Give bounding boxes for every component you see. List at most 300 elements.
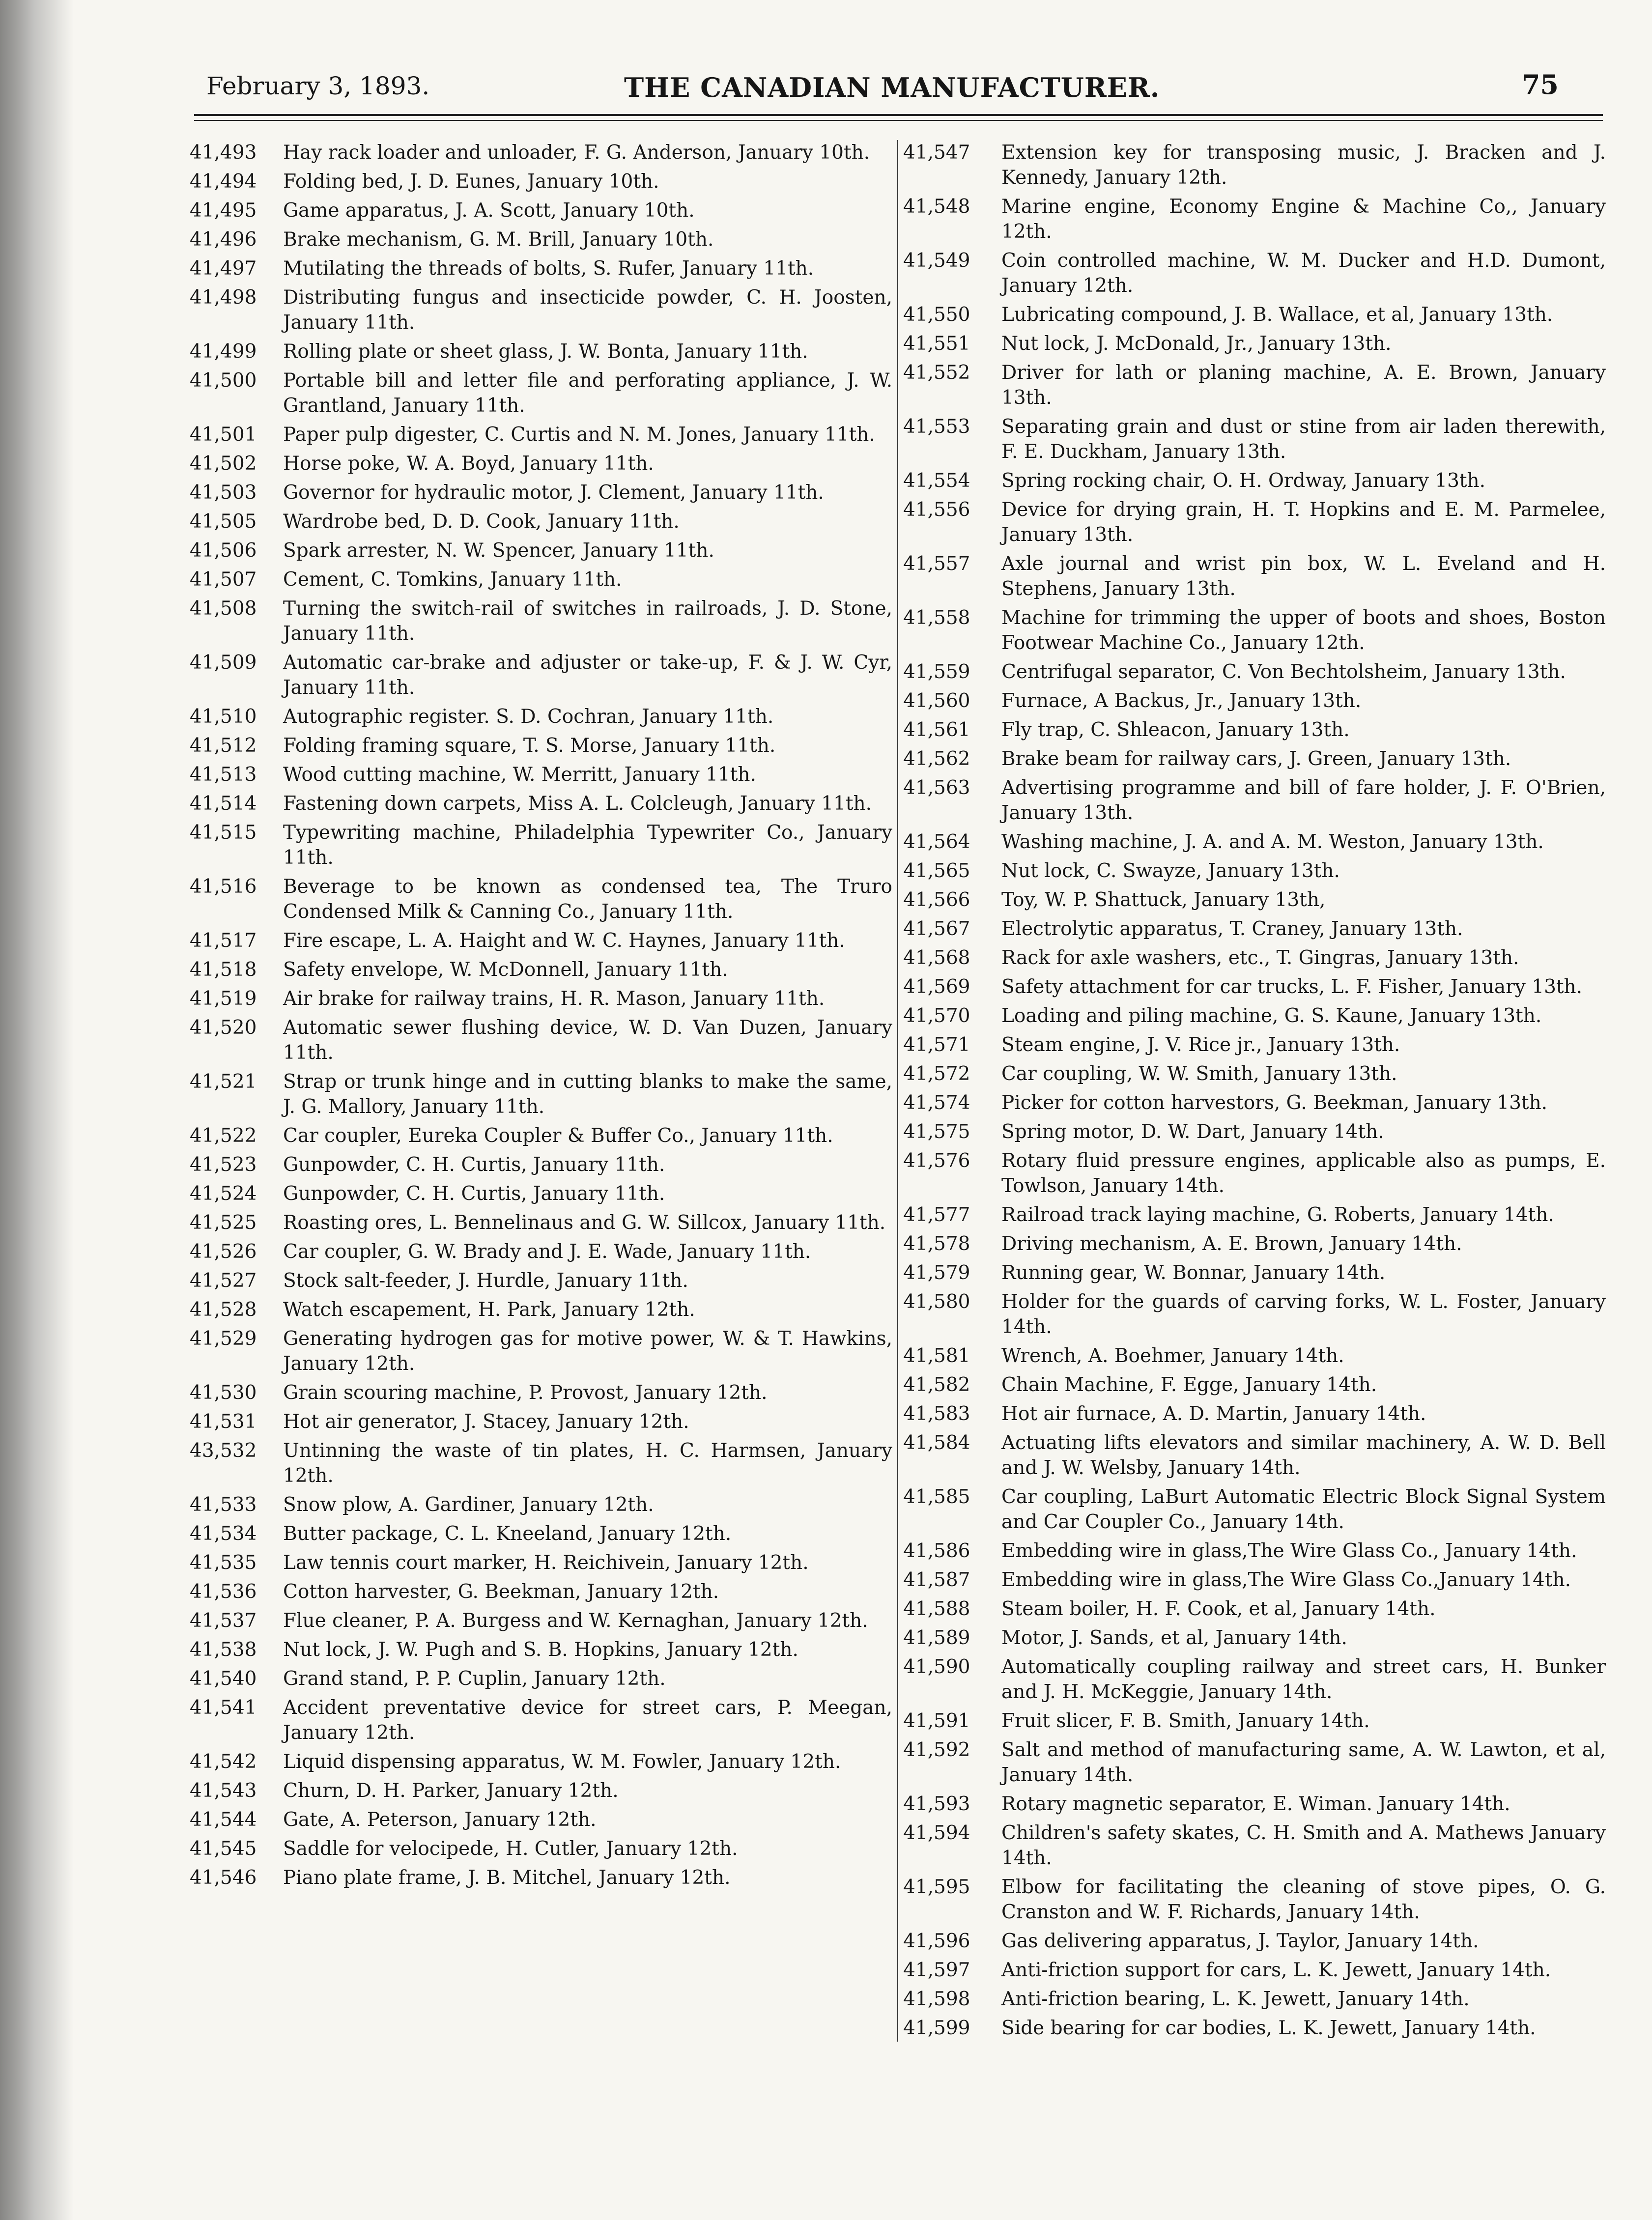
patent-entry [903,1119,1611,1144]
patent-number: 41,506 [190,540,257,562]
patent-number: 41,544 [190,1809,257,1831]
patent-number: 41,574 [903,1092,970,1114]
patent-entry [903,1538,1611,1564]
patent-number: 41,588 [903,1598,970,1620]
patent-description: Wrench, A. Boehmer, January 14th. [1001,1345,1344,1367]
patent-number: 41,498 [190,286,257,309]
patent-description: Hot air generator, J. Stacey, January 12th. [283,1411,689,1433]
page-header [192,58,1593,107]
page-number: 75 [1521,69,1559,100]
patent-description: Car coupling, LaBurt Automatic Electric Block Signal System and Car Coupler Co., January 14th. [1001,1486,1606,1533]
patent-entry [903,659,1611,684]
patent-description: Loading and piling machine, G. S. Kaune, January 13th. [1001,1005,1542,1027]
patent-number: 41,585 [903,1486,970,1508]
patent-description: Wood cutting machine, W. Merritt, January 11th. [283,764,756,786]
patent-entry [903,302,1611,327]
patent-entry [190,874,897,924]
patent-number: 41,597 [903,1959,970,1981]
patent-description: Wardrobe bed, D. D. Cook, January 11th. [283,511,680,533]
patent-entry [190,1015,897,1065]
patent-number: 41,577 [903,1204,970,1226]
patent-description: Typewriting machine, Philadelphia Typewriter Co., January 11th. [283,822,892,869]
patent-entry [190,1210,897,1235]
patent-entry [190,791,897,816]
patent-description: Air brake for railway trains, H. R. Mason, January 11th. [283,988,825,1010]
patent-number: 41,525 [190,1212,257,1234]
patent-number: 41,593 [903,1793,970,1815]
patent-description: Coin controlled machine, W. M. Ducker and H.D. Dumont, January 12th. [1001,250,1606,297]
patent-entry [903,1289,1611,1339]
patent-number: 41,536 [190,1581,257,1603]
patent-entry [903,1654,1611,1705]
patent-description: Nut lock, J. W. Pugh and S. B. Hopkins, January 12th. [283,1639,798,1661]
patent-number: 41,500 [190,370,257,392]
patent-entry [190,1807,897,1832]
patent-entry [190,957,897,982]
patent-description: Rack for axle washers, etc., T. Gingras, January 13th. [1001,947,1519,969]
patent-number: 41,586 [903,1540,970,1562]
patent-description: Extension key for transposing music, J. Bracken and J. Kennedy, January 12th. [1001,142,1606,189]
patent-number: 41,523 [190,1154,257,1176]
patent-description: Car coupler, Eureka Coupler & Buffer Co., January 11th. [283,1125,833,1147]
patent-description: Toy, W. P. Shattuck, January 13th, [1001,889,1326,911]
patent-number: 41,530 [190,1382,257,1404]
patent-entry [903,829,1611,854]
patent-entry [903,1875,1611,1925]
patent-description: Game apparatus, J. A. Scott, January 10th. [283,199,695,222]
patent-number: 41,591 [903,1710,970,1732]
patent-number: 41,578 [903,1233,970,1255]
patent-entry [190,596,897,646]
patent-entry [903,360,1611,410]
patent-number: 41,528 [190,1299,257,1321]
patent-description: Portable bill and letter file and perforating appliance, J. W. Grantland, January 11th. [283,370,892,417]
patent-description: Device for drying grain, H. T. Hopkins and E. M. Parmelee, January 13th. [1001,499,1606,546]
patent-entry [903,1625,1611,1651]
patent-number: 41,524 [190,1183,257,1205]
patent-description: Gunpowder, C. H. Curtis, January 11th. [283,1183,665,1205]
patent-number: 41,558 [903,607,970,629]
patent-description: Grand stand, P. P. Cuplin, January 12th. [283,1668,666,1690]
patent-number: 41,567 [903,918,970,940]
patent-number: 41,596 [903,1930,970,1952]
patent-entry [190,285,897,335]
patent-entry [903,945,1611,970]
patent-number: 41,513 [190,764,257,786]
patent-number: 41,568 [903,947,970,969]
patent-number: 41,493 [190,142,257,164]
patent-entry [190,1550,897,1575]
patent-number: 41,557 [903,553,970,575]
patent-entry [190,509,897,534]
patent-description: Anti-friction support for cars, L. K. Jewett, January 14th. [1001,1959,1551,1981]
patent-description: Holder for the guards of carving forks, W. L. Foster, January 14th. [1001,1291,1606,1338]
patent-description: Lubricating compound, J. B. Wallace, et al, January 13th. [1001,304,1553,326]
patent-entry [903,1430,1611,1480]
patent-description: Gate, A. Peterson, January 12th. [283,1809,597,1831]
patent-description: Embedding wire in glass,The Wire Glass Co.,January 14th. [1001,1569,1571,1591]
patent-entry [190,368,897,418]
patent-entry [190,1268,897,1293]
patent-entry [190,1239,897,1264]
patent-entry [903,775,1611,825]
patent-entry [190,1438,897,1488]
patent-description: Car coupling, W. W. Smith, January 13th. [1001,1063,1397,1085]
patent-description: Spring motor, D. W. Dart, January 14th. [1001,1121,1384,1143]
patent-entry [903,1343,1611,1368]
patent-entry [190,1865,897,1890]
patent-entry [190,733,897,758]
patent-list-left-column [190,140,897,1894]
patent-number: 41,572 [903,1063,970,1085]
patent-description: Nut lock, C. Swayze, January 13th. [1001,860,1340,882]
patent-description: Electrolytic apparatus, T. Craney, January 13th. [1001,918,1463,940]
patent-entry [190,1492,897,1517]
patent-number: 41,589 [903,1627,970,1649]
patent-entry [903,1372,1611,1397]
patent-entry [190,650,897,700]
patent-description: Generating hydrogen gas for motive power, W. & T. Hawkins, January 12th. [283,1328,892,1375]
patent-number: 41,569 [903,976,970,998]
patent-number: 41,496 [190,228,257,251]
patent-number: 41,590 [903,1656,970,1678]
patent-number: 41,508 [190,598,257,620]
patent-number: 41,575 [903,1121,970,1143]
patent-description: Saddle for velocipede, H. Cutler, January 12th. [283,1838,738,1860]
patent-number: 41,514 [190,793,257,815]
patent-number: 41,535 [190,1552,257,1574]
patent-entry [903,1737,1611,1788]
patent-description: Motor, J. Sands, et al, January 14th. [1001,1627,1347,1649]
patent-number: 41,520 [190,1017,257,1039]
patent-number: 41,556 [903,499,970,521]
patent-number: 41,502 [190,453,257,475]
patent-description: Gas delivering apparatus, J. Taylor, January 14th. [1001,1930,1479,1952]
patent-entry [190,1836,897,1861]
patent-description: Law tennis court marker, H. Reichivein, January 12th. [283,1552,809,1574]
patent-description: Marine engine, Economy Engine & Machine Co,, January 12th. [1001,196,1606,243]
patent-number: 41,534 [190,1523,257,1545]
issue-date: February 3, 1893. [206,72,430,100]
patent-description: Driving mechanism, A. E. Brown, January 14th. [1001,1233,1462,1255]
patent-description: Running gear, W. Bonnar, January 14th. [1001,1262,1386,1284]
patent-description: Children's safety skates, C. H. Smith and A. Mathews January 14th. [1001,1822,1606,1869]
patent-entry [903,1401,1611,1426]
patent-entry [190,1666,897,1691]
patent-number: 41,529 [190,1328,257,1350]
patent-description: Rotary magnetic separator, E. Wiman. January 14th. [1001,1793,1510,1815]
patent-entry [190,227,897,252]
patent-description: Automatic sewer flushing device, W. D. Van Duzen, January 11th. [283,1017,892,1064]
patent-description: Steam engine, J. V. Rice jr., January 13th. [1001,1034,1400,1056]
patent-number: 41,581 [903,1345,970,1367]
patent-description: Watch escapement, H. Park, January 12th. [283,1299,695,1321]
patent-number: 41,546 [190,1867,257,1889]
patent-entry [190,1749,897,1774]
patent-entry [903,1567,1611,1593]
patent-description: Flue cleaner, P. A. Burgess and W. Kernaghan, January 12th. [283,1610,868,1632]
patent-number: 41,583 [903,1403,970,1425]
patent-number: 41,507 [190,569,257,591]
patent-number: 41,516 [190,876,257,898]
patent-description: Steam boiler, H. F. Cook, et al, January 14th. [1001,1598,1436,1620]
patent-list-right-column [903,140,1611,2045]
patent-entry [190,1297,897,1322]
patent-description: Automatic car-brake and adjuster or take-up, F. & J. W. Cyr, January 11th. [283,652,892,699]
patent-number: 41,538 [190,1639,257,1661]
patent-description: Brake mechanism, G. M. Brill, January 10th. [283,228,714,251]
patent-description: Folding bed, J. D. Eunes, January 10th. [283,171,659,193]
patent-entry [903,1148,1611,1198]
patent-entry [190,140,897,165]
patent-number: 41,594 [903,1822,970,1844]
patent-number: 41,582 [903,1374,970,1396]
patent-description: Axle journal and wrist pin box, W. L. Eveland and H. Stephens, January 13th. [1001,553,1606,600]
patent-description: Safety attachment for car trucks, L. F. Fisher, January 13th. [1001,976,1583,998]
patent-description: Furnace, A Backus, Jr., January 13th. [1001,690,1362,712]
patent-description: Untinning the waste of tin plates, H. C. Harmsen, January 12th. [283,1440,892,1487]
patent-entry [903,194,1611,244]
patent-number: 41,519 [190,988,257,1010]
patent-entry [903,605,1611,655]
patent-number: 41,549 [903,250,970,272]
patent-number: 41,598 [903,1988,970,2010]
patent-description: Liquid dispensing apparatus, W. M. Fowler, January 12th. [283,1751,841,1773]
patent-description: Distributing fungus and insecticide powder, C. H. Joosten, January 11th. [283,286,892,334]
patent-entry [903,717,1611,742]
patent-entry [903,1708,1611,1734]
patent-number: 41,527 [190,1270,257,1292]
patent-number: 41,499 [190,341,257,363]
patent-number: 41,497 [190,257,257,280]
patent-description: Cement, C. Tomkins, January 11th. [283,569,622,591]
patent-description: Anti-friction bearing, L. K. Jewett, January 14th. [1001,1988,1470,2010]
patent-number: 41,537 [190,1610,257,1632]
patent-description: Governor for hydraulic motor, J. Clement, January 11th. [283,482,824,504]
patent-entry [903,974,1611,999]
patent-entry [903,1032,1611,1057]
patent-number: 41,599 [903,2017,970,2039]
patent-description: Cotton harvester, G. Beekman, January 12th. [283,1581,719,1603]
patent-entry [903,1003,1611,1028]
patent-entry [903,248,1611,298]
patent-description: Churn, D. H. Parker, January 12th. [283,1780,619,1802]
patent-number: 41,505 [190,511,257,533]
patent-description: Hay rack loader and unloader, F. G. Anderson, January 10th. [283,142,870,164]
patent-entry [903,1202,1611,1227]
patent-entry [903,688,1611,713]
patent-entry [190,820,897,870]
patent-entry [190,1608,897,1633]
patent-entry [190,986,897,1011]
patent-number: 41,571 [903,1034,970,1056]
patent-description: Washing machine, J. A. and A. M. Weston, January 13th. [1001,831,1544,853]
patent-entry [903,1260,1611,1285]
patent-description: Autographic register. S. D. Cochran, January 11th. [283,706,774,728]
patent-description: Grain scouring machine, P. Provost, January 12th. [283,1382,768,1404]
patent-number: 41,501 [190,424,257,446]
patent-number: 41,592 [903,1739,970,1761]
patent-entry [903,916,1611,941]
patent-entry [903,414,1611,464]
patent-description: Butter package, C. L. Kneeland, January 12th. [283,1523,732,1545]
patent-number: 41,517 [190,930,257,952]
patent-number: 41,576 [903,1150,970,1172]
patent-description: Paper pulp digester, C. Curtis and N. M. Jones, January 11th. [283,424,875,446]
patent-number: 41,587 [903,1569,970,1591]
patent-entry [903,468,1611,493]
patent-number: 41,550 [903,304,970,326]
patent-entry [903,746,1611,771]
patent-entry [190,1521,897,1546]
patent-number: 41,559 [903,661,970,683]
patent-entry [903,1792,1611,1817]
header-rule-thin [194,120,1603,121]
patent-number: 41,551 [903,333,970,355]
patent-entry [903,858,1611,883]
patent-description: Advertising programme and bill of fare holder, J. F. O'Brien, January 13th. [1001,777,1606,824]
patent-entry [903,1821,1611,1871]
patent-description: Snow plow, A. Gardiner, January 12th. [283,1494,654,1516]
patent-description: Gunpowder, C. H. Curtis, January 11th. [283,1154,665,1176]
patent-description: Separating grain and dust or stine from air laden therewith, F. E. Duckham, January 13th. [1001,416,1606,463]
patent-entry [903,1090,1611,1115]
patent-entry [190,1326,897,1376]
patent-number: 41,540 [190,1668,257,1690]
header-rule-thick [194,114,1603,116]
patent-number: 41,531 [190,1411,257,1433]
patent-entry [903,140,1611,190]
patent-description: Piano plate frame, J. B. Mitchel, January 12th. [283,1867,731,1889]
patent-entry [190,1069,897,1119]
patent-entry [190,762,897,787]
patent-number: 41,547 [903,142,970,164]
patent-description: Fastening down carpets, Miss A. L. Colcleugh, January 11th. [283,793,872,815]
patent-number: 41,526 [190,1241,257,1263]
patent-number: 41,584 [903,1432,970,1454]
patent-number: 41,541 [190,1697,257,1719]
patent-description: Safety envelope, W. McDonnell, January 11th. [283,959,728,981]
patent-entry [903,1596,1611,1622]
patent-number: 41,495 [190,199,257,222]
patent-description: Spark arrester, N. W. Spencer, January 11th. [283,540,714,562]
patent-entry [903,1929,1611,1954]
patent-number: 41,563 [903,777,970,799]
patent-entry [903,1987,1611,2012]
patent-description: Brake beam for railway cars, J. Green, January 13th. [1001,748,1511,770]
patent-number: 41,570 [903,1005,970,1027]
patent-number: 41,515 [190,822,257,844]
patent-description: Stock salt-feeder, J. Hurdle, January 11th. [283,1270,688,1292]
patent-number: 41,564 [903,831,970,853]
patent-entry [190,928,897,953]
patent-entry [903,1061,1611,1086]
patent-number: 41,509 [190,652,257,674]
patent-entry [190,704,897,729]
patent-entry [903,551,1611,601]
patent-description: Railroad track laying machine, G. Roberts, January 14th. [1001,1204,1554,1226]
patent-entry [190,538,897,563]
patent-description: Nut lock, J. McDonald, Jr., January 13th. [1001,333,1392,355]
patent-entry [903,1231,1611,1256]
patent-number: 41,548 [903,196,970,218]
patent-description: Folding framing square, T. S. Morse, January 11th. [283,735,776,757]
patent-description: Automatically coupling railway and street cars, H. Bunker and J. H. McKeggie, January 14th. [1001,1656,1606,1703]
patent-number: 41,580 [903,1291,970,1313]
patent-entry [190,169,897,194]
patent-number: 41,553 [903,416,970,438]
patent-number: 41,512 [190,735,257,757]
patent-number: 41,510 [190,706,257,728]
patent-number: 41,545 [190,1838,257,1860]
patent-entry [190,198,897,223]
patent-number: 41,561 [903,719,970,741]
patent-entry [190,256,897,281]
patent-entry [190,1778,897,1803]
patent-entry [190,1181,897,1206]
patent-entry [903,497,1611,547]
patent-entry [903,331,1611,356]
patent-number: 41,595 [903,1876,970,1898]
patent-description: Accident preventative device for street cars, P. Meegan, January 12th. [283,1697,892,1744]
patent-number: 41,522 [190,1125,257,1147]
patent-entry [190,480,897,505]
patent-description: Centrifugal separator, C. Von Bechtolsheim, January 13th. [1001,661,1566,683]
patent-description: Mutilating the threads of bolts, S. Rufer, January 11th. [283,257,814,280]
patent-number: 41,552 [903,362,970,384]
publication-title: THE CANADIAN MANUFACTURER. [624,72,1160,103]
patent-number: 43,532 [190,1440,257,1462]
patent-description: Elbow for facilitating the cleaning of stove pipes, O. G. Cranston and W. F. Richards, January 14th. [1001,1876,1606,1923]
patent-entry [903,1958,1611,1983]
patent-description: Beverage to be known as condensed tea, The Truro Condensed Milk & Canning Co., January 11th. [283,876,892,923]
patent-number: 41,503 [190,482,257,504]
patent-description: Picker for cotton harvestors, G. Beekman, January 13th. [1001,1092,1548,1114]
patent-description: Fly trap, C. Shleacon, January 13th. [1001,719,1350,741]
patent-description: Car coupler, G. W. Brady and J. E. Wade, January 11th. [283,1241,811,1263]
column-divider [897,140,898,2042]
patent-entry [190,1579,897,1604]
patent-entry [903,887,1611,912]
patent-number: 41,494 [190,171,257,193]
patent-entry [903,1484,1611,1535]
patent-number: 41,562 [903,748,970,770]
patent-entry [190,1409,897,1434]
patent-description: Rotary fluid pressure engines, applicable also as pumps, E. Towlson, January 14th. [1001,1150,1606,1197]
patent-number: 41,521 [190,1071,257,1093]
patent-entry [190,422,897,447]
patent-entry [190,1123,897,1148]
patent-entry [190,1380,897,1405]
patent-description: Actuating lifts elevators and similar machinery, A. W. D. Bell and J. W. Welsby, January 14th. [1001,1432,1606,1479]
patent-description: Machine for trimming the upper of boots and shoes, Boston Footwear Machine Co., January 12th. [1001,607,1606,654]
patent-description: Hot air furnace, A. D. Martin, January 14th. [1001,1403,1426,1425]
patent-number: 41,542 [190,1751,257,1773]
patent-description: Strap or trunk hinge and in cutting blanks to make the same, J. G. Mallory, January 11th. [283,1071,892,1118]
patent-number: 41,543 [190,1780,257,1802]
patent-number: 41,518 [190,959,257,981]
patent-entry [190,339,897,364]
patent-description: Fire escape, L. A. Haight and W. C. Haynes, January 11th. [283,930,845,952]
patent-entry [190,1637,897,1662]
patent-entry [903,2016,1611,2041]
patent-entry [190,567,897,592]
patent-description: Chain Machine, F. Egge, January 14th. [1001,1374,1377,1396]
patent-description: Horse poke, W. A. Boyd, January 11th. [283,453,654,475]
patent-entry [190,1695,897,1745]
patent-number: 41,560 [903,690,970,712]
patent-description: Turning the switch-rail of switches in railroads, J. D. Stone, January 11th. [283,598,892,645]
